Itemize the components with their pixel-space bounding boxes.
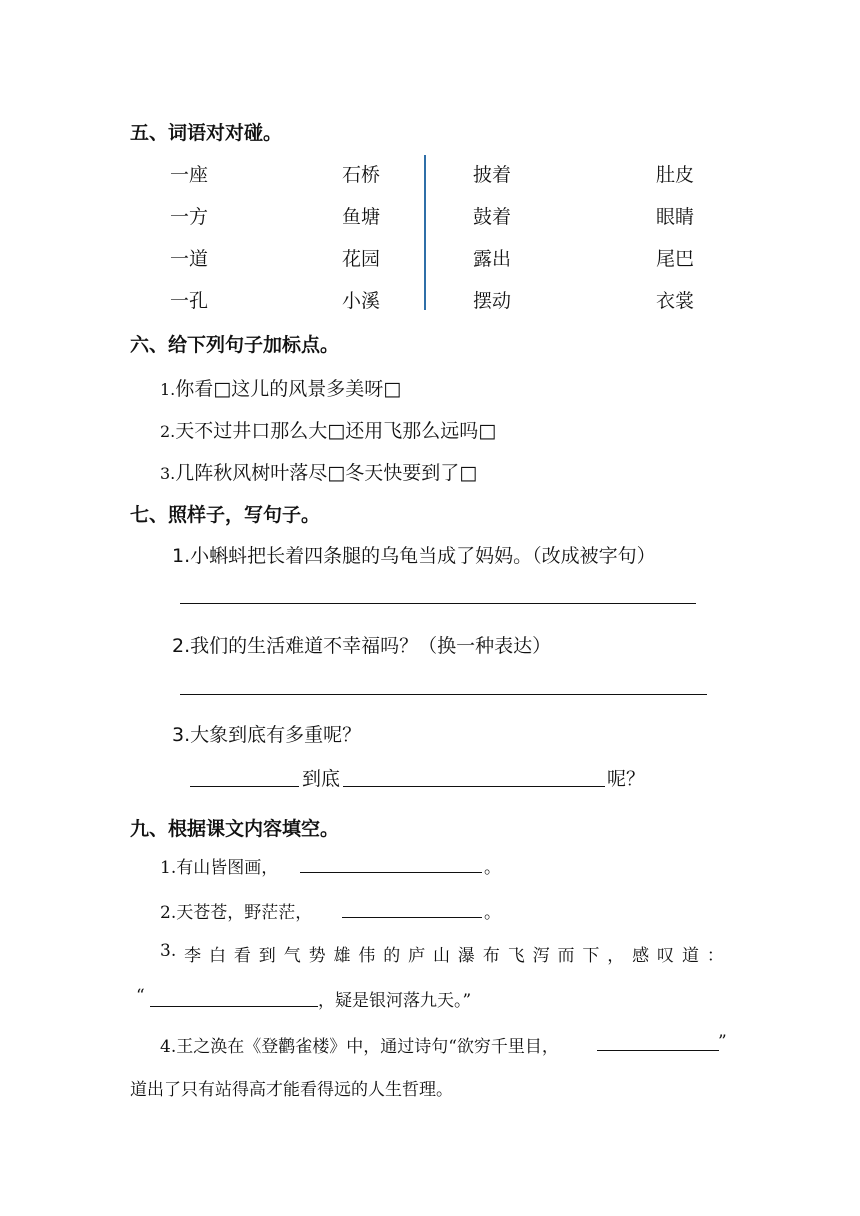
fill-blank-4 (597, 1050, 719, 1051)
word-left-2: 一方 (170, 206, 209, 228)
char: 瀑 (457, 946, 475, 966)
char: 布 (482, 946, 500, 966)
fill-question-3-line1 (160, 941, 724, 966)
answer-line-2 (180, 694, 707, 695)
char: 庐 (408, 946, 426, 966)
column-divider (424, 155, 426, 310)
char: 叹 (657, 946, 675, 966)
char: 飞 (507, 946, 525, 966)
fill-question-2: 2.天苍苍，野茫茫， (160, 903, 313, 923)
item-number: 3. (160, 464, 176, 483)
section-6-title: 六、给下列句子加标点。 (130, 334, 340, 356)
word-right-2: 鼓着 (473, 206, 512, 228)
section-5-title: 五、词语对对碰。 (130, 122, 283, 144)
char: 山 (433, 946, 451, 966)
char: 道 (681, 946, 699, 966)
char: 伟 (358, 946, 376, 966)
fill-question-2-end: 。 (484, 903, 501, 923)
word-far-3: 尾巴 (656, 248, 695, 270)
word-left-4: 一孔 (170, 290, 209, 312)
char: ： (706, 946, 724, 966)
word-mid-2: 鱼塘 (342, 206, 381, 228)
rewrite-question-1: 1.小蝌蚪把长着四条腿的乌龟当成了妈妈。（改成被字句） (172, 545, 656, 567)
char: 3. (160, 941, 177, 961)
item-text: 几阵秋风树叶落尽□冬天快要到了□ (175, 462, 478, 484)
fill-question-4: 4.王之涣在《登鹳雀楼》中，通过诗句“欲穷千里目， (160, 1037, 559, 1057)
item-number: 2. (160, 422, 176, 441)
word-mid-1: 石桥 (342, 164, 381, 186)
fill-question-3-open-quote: “ (136, 986, 145, 1006)
fill-blank-1 (300, 872, 482, 873)
fill-blank-3 (150, 1006, 318, 1007)
fill-question-3-tail: ，疑是银河落九天。” (318, 991, 472, 1011)
pattern-word-daodi: 到底 (302, 768, 341, 790)
fill-question-1: 1.有山皆图画， (160, 858, 279, 878)
char: ， (607, 946, 625, 966)
punctuation-item-1 (160, 374, 401, 401)
char: 下 (582, 946, 600, 966)
answer-blank-3a (190, 786, 299, 787)
word-far-1: 肚皮 (656, 164, 695, 186)
item-text: 天不过井口那么大□还用飞那么远吗□ (175, 420, 497, 442)
word-far-4: 衣裳 (656, 290, 695, 312)
answer-line-1 (180, 603, 696, 604)
char: 势 (308, 946, 326, 966)
rewrite-question-2: 2.我们的生活难道不幸福吗？（换一种表达） (172, 635, 552, 657)
item-text: 你看□这儿的风景多美呀□ (175, 378, 402, 400)
char: 而 (557, 946, 575, 966)
word-mid-4: 小溪 (342, 290, 381, 312)
word-right-3: 露出 (473, 248, 512, 270)
rewrite-question-3: 3.大象到底有多重呢？ (172, 724, 362, 746)
char: 泻 (532, 946, 550, 966)
char: 雄 (333, 946, 351, 966)
char: 看 (233, 946, 251, 966)
char: 的 (383, 946, 401, 966)
punctuation-item-2 (160, 416, 496, 443)
word-mid-3: 花园 (342, 248, 381, 270)
char: 到 (258, 946, 276, 966)
char: 气 (283, 946, 301, 966)
word-right-1: 披着 (473, 164, 512, 186)
word-left-1: 一座 (170, 164, 209, 186)
pattern-end: 呢？ (607, 768, 646, 790)
word-right-4: 摆动 (473, 290, 512, 312)
char: 李 (184, 946, 202, 966)
fill-question-4-line2: 道出了只有站得高才能看得远的人生哲理。 (130, 1080, 453, 1100)
fill-question-1-end: 。 (484, 858, 501, 878)
answer-blank-3b (343, 786, 605, 787)
fill-blank-2 (342, 917, 482, 918)
section-9-title: 九、根据课文内容填空。 (130, 818, 340, 840)
char: 白 (209, 946, 227, 966)
word-far-2: 眼睛 (656, 206, 695, 228)
word-left-3: 一道 (170, 248, 209, 270)
section-7-title: 七、照样子，写句子。 (130, 504, 321, 526)
char: 感 (632, 946, 650, 966)
fill-question-4-close: ” (718, 1032, 727, 1052)
item-number: 1. (160, 380, 176, 399)
punctuation-item-3 (160, 458, 477, 485)
